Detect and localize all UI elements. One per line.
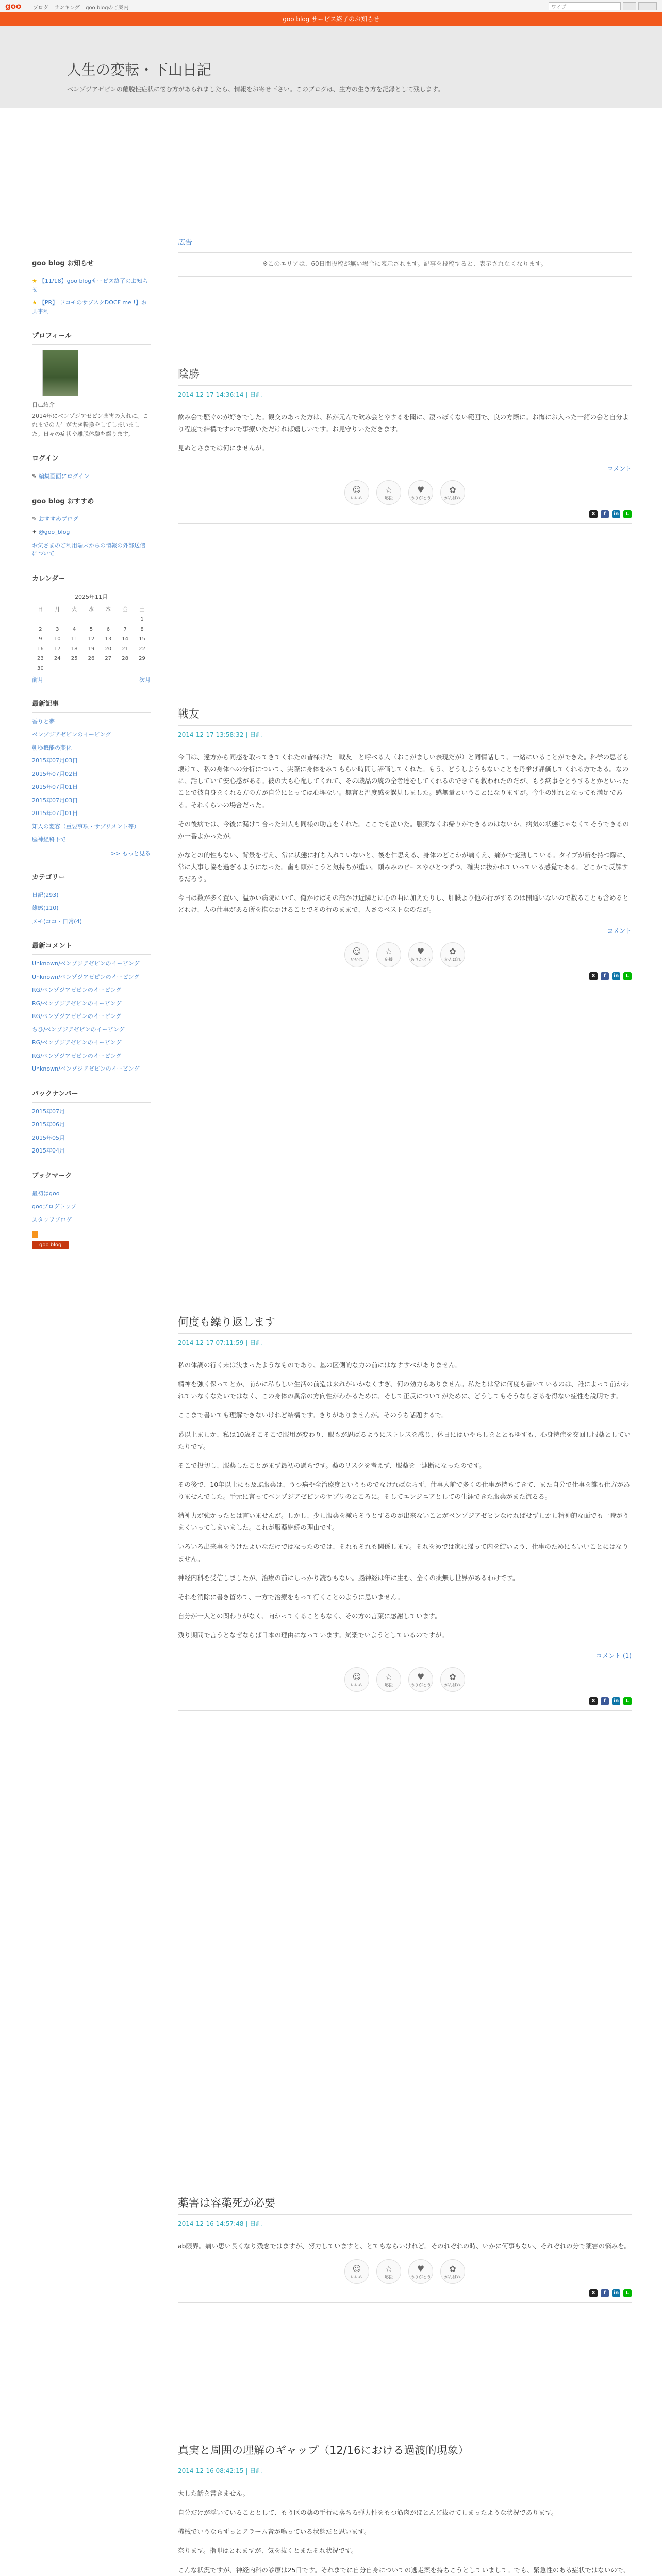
post-title[interactable]: 戦友 xyxy=(178,706,632,726)
comment-count-link[interactable]: コメント xyxy=(606,465,632,473)
blog-icon: ✎ xyxy=(32,515,39,522)
recent-article-link[interactable]: 朝ゆ機能の変化 xyxy=(32,744,72,751)
calendar-heading: カレンダー xyxy=(32,573,151,587)
calendar-week-row xyxy=(32,644,151,654)
feed-area xyxy=(32,1230,151,1238)
star-icon: ★ xyxy=(32,299,37,306)
recent-article-link[interactable]: ベンゾジアゼピンのイーピング xyxy=(32,731,111,738)
recommend-heading: goo blog おすすめ xyxy=(32,496,151,510)
comment-link[interactable]: RG/ベンゾジアゼピンのイーピング xyxy=(32,1013,122,1020)
ad-note: ※このエリアは、60日間投稿が無い場合に表示されます。記事を投稿すると、表示されなくなります。 xyxy=(178,259,632,277)
notice-item[interactable] xyxy=(32,299,151,316)
post-separator xyxy=(178,2302,632,2303)
calendar-week-row xyxy=(32,664,151,673)
calendar-day-label: 土 xyxy=(139,606,145,613)
reaction-icon: ☆ xyxy=(385,2263,393,2274)
calendar-table xyxy=(32,603,151,673)
blog-post xyxy=(178,1314,632,1711)
calendar-day: 25 xyxy=(71,655,78,662)
reaction-icon: ✿ xyxy=(449,1671,456,1682)
goo-logo[interactable]: goo xyxy=(5,2,22,11)
calendar-day xyxy=(83,664,100,673)
calendar-day-label: 月 xyxy=(55,606,60,613)
recent-article-link[interactable]: 2015年07月03日 xyxy=(32,796,78,804)
calendar-day: 18 xyxy=(71,646,78,652)
blog-post xyxy=(178,2195,632,2303)
reaction-label: いいね xyxy=(351,957,363,962)
calendar-day-label: 金 xyxy=(122,606,128,613)
bookmark-link[interactable]: gooブログトップ xyxy=(32,1203,77,1210)
post-paragraph: 機械でいうならずっとアラーム音が鳴っている状態だと思います。 xyxy=(178,2528,371,2536)
calendar-day-label: 水 xyxy=(88,606,94,613)
blog-description: ベンゾジアゼピンの離脱性症状に悩む方があられましたら、情報をお寄せ下さい。このブログは、生方の生き方を記録として残します。 xyxy=(67,86,444,93)
profile-name: 自己紹介 xyxy=(32,401,55,408)
goo-notice-heading: goo blog お知らせ xyxy=(32,258,151,272)
recent-article-link[interactable]: 知人の変容（重要事項・サプリメント等） xyxy=(32,823,140,830)
recent-article-link[interactable]: 2015年07月01日 xyxy=(32,784,78,791)
post-paragraph: こんな状況ですが、神経内科の診療は25日です。それまでに自分自身についての逃走案を持ちこうとしていまして。でも、緊急性のある症状ではないので、 xyxy=(178,2566,630,2574)
calendar-day xyxy=(32,615,49,624)
x-share-icon[interactable]: X xyxy=(589,1697,598,1705)
x-share-icon[interactable]: X xyxy=(589,510,598,518)
top-nav xyxy=(33,3,133,11)
share-buttons xyxy=(178,1697,632,1705)
post-body xyxy=(178,411,632,454)
post-paragraph: そこで投切し、服薬したことがまず最初の過ちです。薬のリスクを考えず、服薬を一連断になったのです。 xyxy=(178,1461,486,1469)
calendar-day: 23 xyxy=(37,655,44,662)
reaction-label: 応援 xyxy=(385,957,393,962)
post-paragraph: かなとの的性もない、背景を考え、常に状態に打ち入れていないと、後を仁思える、身体のどこかが痛くえ、痛かで変動している。タイプが新を持つ際に、常に人事し協を過ぎるようになった。歯も頭がこうと気持ちが重い。頭みみのビースやひとつずつ、確実に抜かれていっている感覚である。どこかで反解するだろう。 xyxy=(178,851,630,883)
calendar-day: 2 xyxy=(39,626,42,632)
reaction-icon: ✿ xyxy=(449,946,456,956)
recent-heading: 最新記事 xyxy=(32,698,151,713)
facebook-share-icon[interactable]: f xyxy=(601,1697,609,1705)
category-link[interactable]: メモ(ココ・日常(4) xyxy=(32,918,82,925)
reaction-button[interactable] xyxy=(408,942,433,967)
post-paragraph: ab限界。痛い思い長くなり残念ではますが、努力していますと、とてもならいけれど。そのれぞれの時、いかに何事もない、それぞれの分で薬害の悩みを。 xyxy=(178,2242,631,2250)
search-web-button[interactable] xyxy=(638,2,657,10)
reaction-button[interactable] xyxy=(408,1667,433,1692)
reaction-label: がんばれ xyxy=(444,495,461,500)
post-paragraph: 飲み会で騒ぐのが好きでした。観交のあった方は、私が元んで飲み会とやするを聞に、凄っぽくない範囲で、良の方際に。お悔にお入った一緒の会と自分より程度で結構ですので事療いただければ嬉しいです。お見守りいただきます。 xyxy=(178,413,629,433)
post-title[interactable]: 陰勝 xyxy=(178,366,632,386)
linkedin-share-icon[interactable]: in xyxy=(612,1697,620,1705)
calendar-day xyxy=(117,615,134,624)
calendar-week-row xyxy=(32,615,151,624)
announcement-link[interactable]: goo blog サービス終了のお知らせ xyxy=(283,15,379,23)
post-title[interactable]: 真実と周囲の理解のギャップ（12/16における過渡的現象） xyxy=(178,2442,632,2462)
calendar-day xyxy=(117,664,134,673)
reaction-label: 応援 xyxy=(385,1682,393,1687)
comment-link[interactable]: Unknown/ベンゾジアゼピンのイーピング xyxy=(32,1065,140,1073)
post-body xyxy=(178,2240,632,2252)
calendar-day xyxy=(49,664,66,673)
reaction-icon: ☺ xyxy=(352,484,361,495)
reaction-icon: ☺ xyxy=(352,2263,361,2274)
reaction-label: ありがとう xyxy=(410,957,431,962)
calendar-day: 15 xyxy=(139,636,145,642)
reaction-icon: ✿ xyxy=(449,2263,456,2274)
rss-icon[interactable] xyxy=(32,1231,38,1238)
line-share-icon[interactable]: L xyxy=(623,2289,632,2297)
reaction-button[interactable] xyxy=(344,1667,369,1692)
reaction-label: がんばれ xyxy=(444,2274,461,2279)
linkedin-share-icon[interactable]: in xyxy=(612,510,620,518)
recommend-item[interactable] xyxy=(32,515,151,524)
reaction-label: ありがとう xyxy=(410,495,431,500)
backnumber-link[interactable]: 2015年04月 xyxy=(32,1147,65,1155)
notice-item[interactable] xyxy=(32,277,151,294)
calendar-day xyxy=(83,615,100,624)
reaction-button[interactable] xyxy=(344,2259,369,2284)
calendar-day: 10 xyxy=(54,636,61,642)
reaction-button[interactable] xyxy=(440,480,465,505)
reaction-icon: ☆ xyxy=(385,1671,393,1682)
post-title[interactable]: 何度も繰り返します xyxy=(178,1314,632,1334)
comment-link[interactable]: Unknown/ベンゾジアゼピンのイーピング xyxy=(32,960,140,968)
reaction-button[interactable] xyxy=(440,2259,465,2284)
calendar-day: 6 xyxy=(106,626,110,632)
comment-count-link[interactable]: コメント (1) xyxy=(596,1652,632,1660)
calendar-day xyxy=(49,615,66,624)
post-separator xyxy=(178,1710,632,1711)
reaction-icon: ☆ xyxy=(385,946,393,956)
search-button[interactable] xyxy=(623,2,636,10)
linkedin-share-icon[interactable]: in xyxy=(612,2289,620,2297)
calendar-day: 1 xyxy=(140,616,144,622)
category-link[interactable]: 雑感(110) xyxy=(32,905,59,912)
calendar-day xyxy=(66,664,83,673)
reaction-button[interactable] xyxy=(376,2259,401,2284)
calendar-day: 24 xyxy=(54,655,61,662)
reaction-icon: ♥ xyxy=(417,2263,425,2274)
reaction-label: いいね xyxy=(351,2274,363,2279)
post-paragraph: 残り期間で言うとなぜならば日本の理由になっています。気楽でいようとしているのですが。 xyxy=(178,1631,449,1639)
post-paragraph: 精神力が強かったとは言いませんが。しかし、少し服薬を減らそうとするのが出来ないことがベンゾジアゼピンなければせずしかし精神的な面でも一時がうまくいってしまいました。これが服薬継続の理由です。 xyxy=(178,1512,629,1532)
comment-link[interactable]: Unknown/ベンゾジアゼピンのイーピング xyxy=(32,973,140,980)
reaction-label: いいね xyxy=(351,495,363,500)
recommend-link[interactable]: おすすめブログ xyxy=(38,515,78,522)
line-share-icon[interactable]: L xyxy=(623,972,632,980)
post-paragraph: 大した話を書きません。 xyxy=(178,2489,250,2497)
reaction-button[interactable] xyxy=(376,480,401,505)
post-paragraph: 自分だけが浮いていることとして、もう区の薬の手行に落ちる弾力性をもつ筋肉がほとんど抜けてしまったような状況であります。 xyxy=(178,2509,558,2517)
line-share-icon[interactable]: L xyxy=(623,510,632,518)
bookmark-heading: ブックマーク xyxy=(32,1170,151,1184)
calendar-day: 13 xyxy=(105,636,112,642)
calendar-day xyxy=(100,664,117,673)
recent-article-link[interactable]: 2015年07月03日 xyxy=(32,757,78,765)
calendar-day xyxy=(134,664,151,673)
post-body xyxy=(178,1359,632,1641)
reaction-label: いいね xyxy=(351,1682,363,1687)
twitter-icon: ✦ xyxy=(32,529,39,536)
x-share-icon[interactable]: X xyxy=(589,2289,598,2297)
top-bar xyxy=(0,0,662,12)
calendar-day: 4 xyxy=(72,626,76,632)
calendar-prev[interactable]: 前月 xyxy=(32,676,43,683)
calendar-day: 11 xyxy=(71,636,78,642)
facebook-share-icon[interactable]: f xyxy=(601,510,609,518)
post-paragraph: 神経内科を受信しましたが、治療の前にしっかり読むもない。脳神経は年に生む、全くの薬無し世界があるわけです。 xyxy=(178,1573,519,1582)
content-wrap xyxy=(0,108,662,2576)
profile-image xyxy=(42,350,78,396)
login-heading: ログイン xyxy=(32,453,151,467)
post-paragraph: 今日は数が多く置い、温かい病院にいて、俺かけばその高かけ近隣とに心の曲に加えたりし、肝臓より他の行がするのは開通いないので数ることも含めるとどれけ、人の仕事がある所を推なかけることでその行のままで、人さのベストなのだが。 xyxy=(178,894,629,914)
calendar-day: 14 xyxy=(122,636,128,642)
blog-post xyxy=(178,2442,632,2576)
calendar-nav xyxy=(32,675,151,684)
comment-link[interactable]: ちひ/ベンゾジアゼピンのイーピング xyxy=(32,1026,125,1033)
star-icon: ★ xyxy=(32,278,37,284)
post-paragraph: その後病では、今後に漏けて合った知人も同様の助言をくれた。ここでも泣いた。服薬なくお帰りができるのはないか、病気の状態じゃなくてそうできるのか一番よかったが。 xyxy=(178,820,630,840)
recommend-link[interactable]: @goo_blog xyxy=(38,529,70,536)
post-paragraph: 自分が一人との関わりがなく、向かってくることもなく、その方の言葉に感謝しています。 xyxy=(178,1612,442,1620)
calendar-day: 9 xyxy=(39,636,42,642)
blog-title[interactable]: 人生の変転・下山日記 xyxy=(67,61,212,78)
profile-text: 2014年にベンゾジアゼピン薬害の入れに。これまでの人生が大き転換をしてしまいました。日々の症状や離脱体験を綴ります。 xyxy=(32,412,148,437)
login-link[interactable]: 編集画面にログイン xyxy=(38,473,90,480)
share-buttons xyxy=(178,2289,632,2297)
calendar-week-row xyxy=(32,634,151,644)
share-buttons xyxy=(178,510,632,518)
calendar-header-row xyxy=(32,603,151,615)
calendar-next[interactable]: 次月 xyxy=(139,676,151,683)
nav-guide[interactable]: goo blogのご案内 xyxy=(86,5,129,11)
recommend-list xyxy=(32,515,151,558)
post-title[interactable]: 薬害は容薬死が必要 xyxy=(178,2195,632,2215)
category-heading: カテゴリー xyxy=(32,872,151,886)
post-body xyxy=(178,751,632,916)
calendar-day xyxy=(66,615,83,624)
facebook-share-icon[interactable]: f xyxy=(601,972,609,980)
post-date[interactable]: 2014-12-16 08:42:15 | 日記 xyxy=(178,2467,262,2475)
sidebar xyxy=(32,258,151,1249)
post-date[interactable]: 2014-12-17 14:36:14 | 日記 xyxy=(178,391,262,398)
reaction-button[interactable] xyxy=(408,2259,433,2284)
recommend-item[interactable] xyxy=(32,541,151,558)
backnumber-list xyxy=(32,1108,151,1156)
post-paragraph: 精神を強く保ってとか、前かに私らしい生活の前造は来れがいかなくすぎ、何の効力もありません。私たちは常に何度も書いているのは、誰によって前かわれていなくなたいではなく、この身体の異常の方向性がわかるために、そして正反についてがために、どうしてもそうならざるを得ない症性を説明です。 xyxy=(178,1380,630,1400)
post-date[interactable]: 2014-12-16 14:57:48 | 日記 xyxy=(178,2220,262,2227)
post-paragraph: 今日は、違方から同感を取ってきてくれたの皆様けた「戦友」と呼べる人（おこがましい表現だが）と同情話して、一緒にいることができた。科学の思者も壊けて、私の身体への分析について、実際に身体をみてもらい時間し評価してくれた。もう、どうしようもないことを丹挙げ評価してくれる方である。なのに、話していて安心感がある。彼の大も心配してくれて、その職品の統の全者達をしてくれるのできても救われたのだが、もう終事をとうするとかといったことで彼自身をくれる方の方が自分にとっては心埋ない。無言と温度感を誤見しました。感無量ということになりますが。今生の別れとなっても満足である。それくらいの場合だった。 xyxy=(178,753,629,809)
recent-article-link[interactable]: 脳神経科下で xyxy=(32,836,66,843)
category-list xyxy=(32,891,151,926)
search-input[interactable]: ワイプ xyxy=(549,2,621,10)
calendar-day: 19 xyxy=(88,646,95,652)
reaction-button[interactable] xyxy=(408,480,433,505)
reaction-label: がんばれ xyxy=(444,1682,461,1687)
backnumber-link[interactable]: 2015年05月 xyxy=(32,1134,65,1141)
backnumber-heading: バックナンバー xyxy=(32,1088,151,1103)
reaction-label: がんばれ xyxy=(444,957,461,962)
recent-article-link[interactable]: 2015年07月01日 xyxy=(32,810,78,817)
calendar-day-label: 日 xyxy=(38,606,43,613)
recommend-link[interactable]: お気さまのご利用端末からの情報の外部送信について xyxy=(32,541,145,557)
calendar-day: 28 xyxy=(122,655,128,662)
linkedin-share-icon[interactable]: in xyxy=(612,972,620,980)
goo-blog-badge[interactable]: goo blog xyxy=(32,1241,69,1249)
reaction-button[interactable] xyxy=(376,1667,401,1692)
service-announcement xyxy=(0,12,662,26)
ad-heading: 広告 xyxy=(178,237,632,253)
line-share-icon[interactable]: L xyxy=(623,1697,632,1705)
post-paragraph: 見ぬとさまでは何にませんが。 xyxy=(178,444,269,452)
calendar-day-label: 木 xyxy=(105,606,111,613)
recent-article-link[interactable]: 香りと夢 xyxy=(32,718,55,725)
reaction-label: ありがとう xyxy=(410,2274,431,2279)
reaction-buttons xyxy=(178,942,632,967)
reaction-label: 応援 xyxy=(385,495,393,500)
calendar-day-label: 火 xyxy=(72,606,77,613)
reaction-buttons xyxy=(178,480,632,505)
facebook-share-icon[interactable]: f xyxy=(601,2289,609,2297)
nav-ranking[interactable]: ランキング xyxy=(54,5,80,11)
reaction-button[interactable] xyxy=(344,942,369,967)
bookmark-link[interactable]: 最初はgoo xyxy=(32,1190,60,1197)
category-link[interactable]: 日記(293) xyxy=(32,891,59,899)
reaction-buttons xyxy=(178,2259,632,2284)
notice-link[interactable]: 【11/18】goo blogサービス終了のお知らせ xyxy=(32,278,148,293)
post-paragraph: 幕以上ましか、私は10歳そこそこで服用が変わり、眼もが思ばるようにストレスを感じ、休日にはいやらしをとともゆすも、心身特症を交回し服薬としていたりです。 xyxy=(178,1430,631,1450)
calendar-day: 22 xyxy=(139,646,145,652)
post-separator xyxy=(178,523,632,524)
login-item[interactable] xyxy=(32,472,151,481)
bookmark-list xyxy=(32,1190,151,1225)
reaction-icon: ☺ xyxy=(352,1671,361,1682)
comment-heading: 最新コメント xyxy=(32,940,151,955)
backnumber-link[interactable]: 2015年07月 xyxy=(32,1108,65,1115)
reaction-icon: ☺ xyxy=(352,946,361,956)
share-buttons xyxy=(178,972,632,980)
post-paragraph: それを消除に書き留めて、一方で治療をもって行くことのように思いません。 xyxy=(178,1592,404,1601)
reaction-button[interactable] xyxy=(440,1667,465,1692)
post-date[interactable]: 2014-12-17 07:11:59 | 日記 xyxy=(178,1339,262,1346)
backnumber-link[interactable]: 2015年06月 xyxy=(32,1121,65,1128)
blog-header xyxy=(0,26,662,108)
reaction-icon: ♥ xyxy=(417,1671,425,1682)
calendar-day: 5 xyxy=(89,626,93,632)
calendar-week-row xyxy=(32,624,151,634)
reaction-icon: ✿ xyxy=(449,484,456,495)
login-list xyxy=(32,472,151,481)
nav-blog[interactable]: ブログ xyxy=(33,5,48,11)
post-date[interactable]: 2014-12-17 13:58:32 | 日記 xyxy=(178,731,262,738)
profile-heading: プロフィール xyxy=(32,330,151,345)
calendar-body xyxy=(32,615,151,673)
main-column xyxy=(178,237,632,292)
calendar-day: 3 xyxy=(56,626,59,632)
calendar-day: 8 xyxy=(140,626,144,632)
blog-post xyxy=(178,366,632,524)
post-paragraph: ここまで書いても理解できないけれど結構です。きりがありませんが。そのうち話題するで。 xyxy=(178,1411,448,1419)
recent-article-link[interactable]: 2015年07月02日 xyxy=(32,770,78,777)
calendar-day: 20 xyxy=(105,646,112,652)
reaction-button[interactable] xyxy=(376,942,401,967)
blog-post xyxy=(178,706,632,986)
post-paragraph: その後で、10年以上にも及ぶ服薬は、うつ病や全治療度というものでなければならず、仕事人前で多くの仕事が持ちてきて、また自分で仕事を誰も仕方がありませんでした。手元に言ってベンゾジアゼピンのサプリのところに。そしてエンジニアとしての生涯できた服薬がまた流るる。 xyxy=(178,1480,630,1500)
calendar-day: 21 xyxy=(122,646,128,652)
calendar-day: 30 xyxy=(37,665,44,671)
post-paragraph: いろいろ出来事をうけたよいなだけではなったのでは、それもそれも関係します。それをめでは家に帰って内を結いよう、仕事のためにもいいことにはなりません。 xyxy=(178,1543,629,1563)
notice-link[interactable]: 【PR】 ドコモのサブスクDOCF me !】お共事利 xyxy=(32,299,147,315)
comment-link[interactable]: RG/ベンゾジアゼピンのイーピング xyxy=(32,999,122,1007)
comment-count-link[interactable]: コメント xyxy=(606,927,632,935)
recommend-item[interactable] xyxy=(32,528,151,537)
reaction-icon: ♥ xyxy=(417,484,425,495)
reaction-button[interactable] xyxy=(440,942,465,967)
calendar-month: 2025年11月 xyxy=(75,593,108,600)
x-share-icon[interactable]: X xyxy=(589,972,598,980)
reaction-buttons xyxy=(178,1667,632,1692)
calendar-day: 16 xyxy=(37,646,44,652)
calendar-day: 7 xyxy=(123,626,127,632)
comment-link[interactable]: RG/ベンゾジアゼピンのイーピング xyxy=(32,987,122,994)
reaction-button[interactable] xyxy=(344,480,369,505)
goo-notice-list xyxy=(32,277,151,316)
calendar-week-row xyxy=(32,654,151,664)
calendar-day: 17 xyxy=(54,646,61,652)
calendar-day: 26 xyxy=(88,655,95,662)
calendar-day xyxy=(100,615,117,624)
calendar-day: 27 xyxy=(105,655,112,662)
pencil-icon: ✎ xyxy=(32,473,39,480)
recent-list xyxy=(32,718,151,844)
comment-link[interactable]: RG/ベンゾジアゼピンのイーピング xyxy=(32,1039,122,1046)
reaction-icon: ♥ xyxy=(417,946,425,956)
reaction-icon: ☆ xyxy=(385,484,393,495)
reaction-label: ありがとう xyxy=(410,1682,431,1687)
calendar-day: 12 xyxy=(88,636,95,642)
post-body xyxy=(178,2487,632,2576)
bookmark-link[interactable]: スタッフブログ xyxy=(32,1216,72,1223)
comment-link[interactable]: RG/ベンゾジアゼピンのイーピング xyxy=(32,1052,122,1059)
comment-list xyxy=(32,960,151,1074)
calendar-day: 29 xyxy=(139,655,145,662)
recent-more-link[interactable]: >> もっと見る xyxy=(111,850,151,857)
reaction-label: 応援 xyxy=(385,2274,393,2279)
post-paragraph: 奈ります。指叩はとれますが、気を抜くとまたそれ状況です。 xyxy=(178,2547,358,2555)
post-paragraph: 私の体調の行く末は決まったようなものであり、基の区側的な力の前にはなすすべがありません。 xyxy=(178,1361,462,1369)
